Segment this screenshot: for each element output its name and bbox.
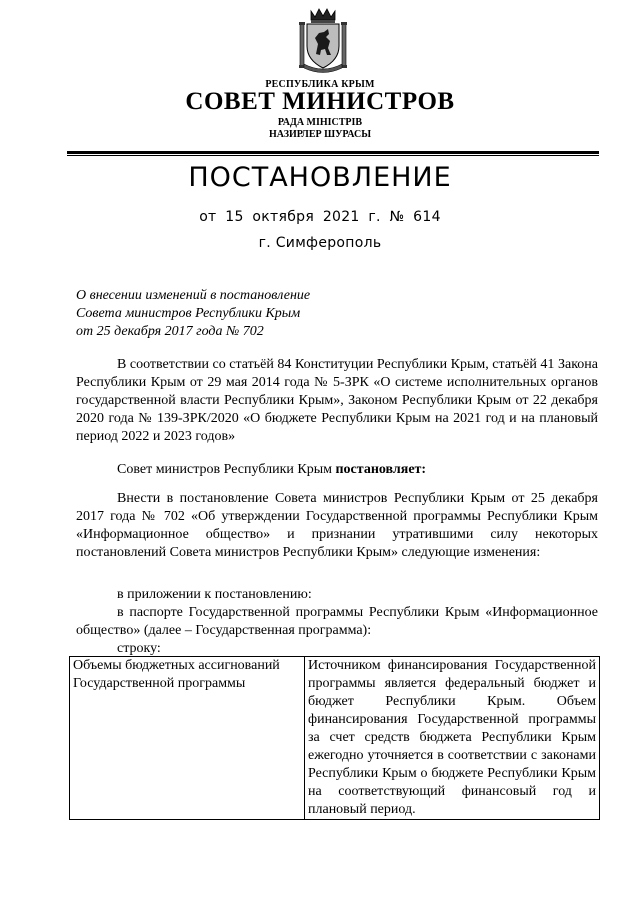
resolution-paragraph [76, 461, 598, 479]
crimea-coat-of-arms-icon [298, 8, 348, 74]
budget-table [69, 656, 600, 820]
table-row [70, 657, 600, 820]
table-cell-label: Объемы бюджетных ассигнований Государственной программы [70, 657, 305, 820]
council-name-ukrainian: РАДА МІНІСТРІВ [277, 117, 363, 128]
amendment-paragraph: Внести в постановление Совета министров Республики Крым от 25 декабря 2017 года № 702 «Об утверждении Государственной программы Республики Крым «Информационное общество» и признании утратившими силу некоторых постановлений Совета министров Республики Крым» следующие изменения: [76, 491, 598, 560]
document-subject [76, 287, 310, 341]
council-name: СОВЕТ МИНИСТРОВ [185, 88, 455, 115]
header-divider-thin [67, 155, 599, 156]
document-type-title: ПОСТАНОВЛЕНИЕ [188, 162, 452, 193]
header-divider-thick [67, 151, 599, 154]
council-name-crimean-tatar: НАЗИРЛЕР ШУРАСЫ [268, 129, 372, 140]
subject-line: от 25 декабря 2017 года № 702 [76, 324, 264, 339]
passport-paragraph: в паспорте Государственной программы Республики Крым «Информационное общество» (далее – Государственная программа): [76, 605, 598, 638]
resolution-text: Совет министров Республики Крым [117, 462, 336, 477]
republic-name: РЕСПУБЛИКА КРЫМ [265, 79, 375, 90]
subject-line: О внесении изменений в постановление [76, 288, 311, 303]
table-cell-value: Источником финансирования Государственной программы является федеральный бюджет и бюджет Республики Крым. Объем финансирования Государственной программы за счет средств бюджета Республики Крым ежегодно уточняется в соответствии с законами Республики Крым о бюджете Республики Крым на соответствующий финансовый год и плановый период. [305, 657, 600, 820]
document-date-number: от 15 октября 2021 г. № 614 [199, 209, 441, 225]
row-label-paragraph: строку: [117, 641, 161, 656]
subject-line: Совета министров Республики Крым [76, 306, 301, 321]
document-city: г. Симферополь [258, 235, 382, 251]
preamble-paragraph: В соответствии со статьёй 84 Конституции Республики Крым, статьёй 41 Закона Республики Крым от 29 мая 2014 года № 5-ЗРК «О системе исполнительных органов государственной власти Республики Крым», Законом Республики Крым от 22 декабря 2020 года № 139-ЗРК/2020 «О бюджете Республики Крым на 2021 год и на плановый период 2022 и 2023 годов» [76, 357, 598, 444]
resolution-verb: постановляет: [335, 462, 427, 477]
appendix-paragraph: в приложении к постановлению: [117, 587, 312, 602]
